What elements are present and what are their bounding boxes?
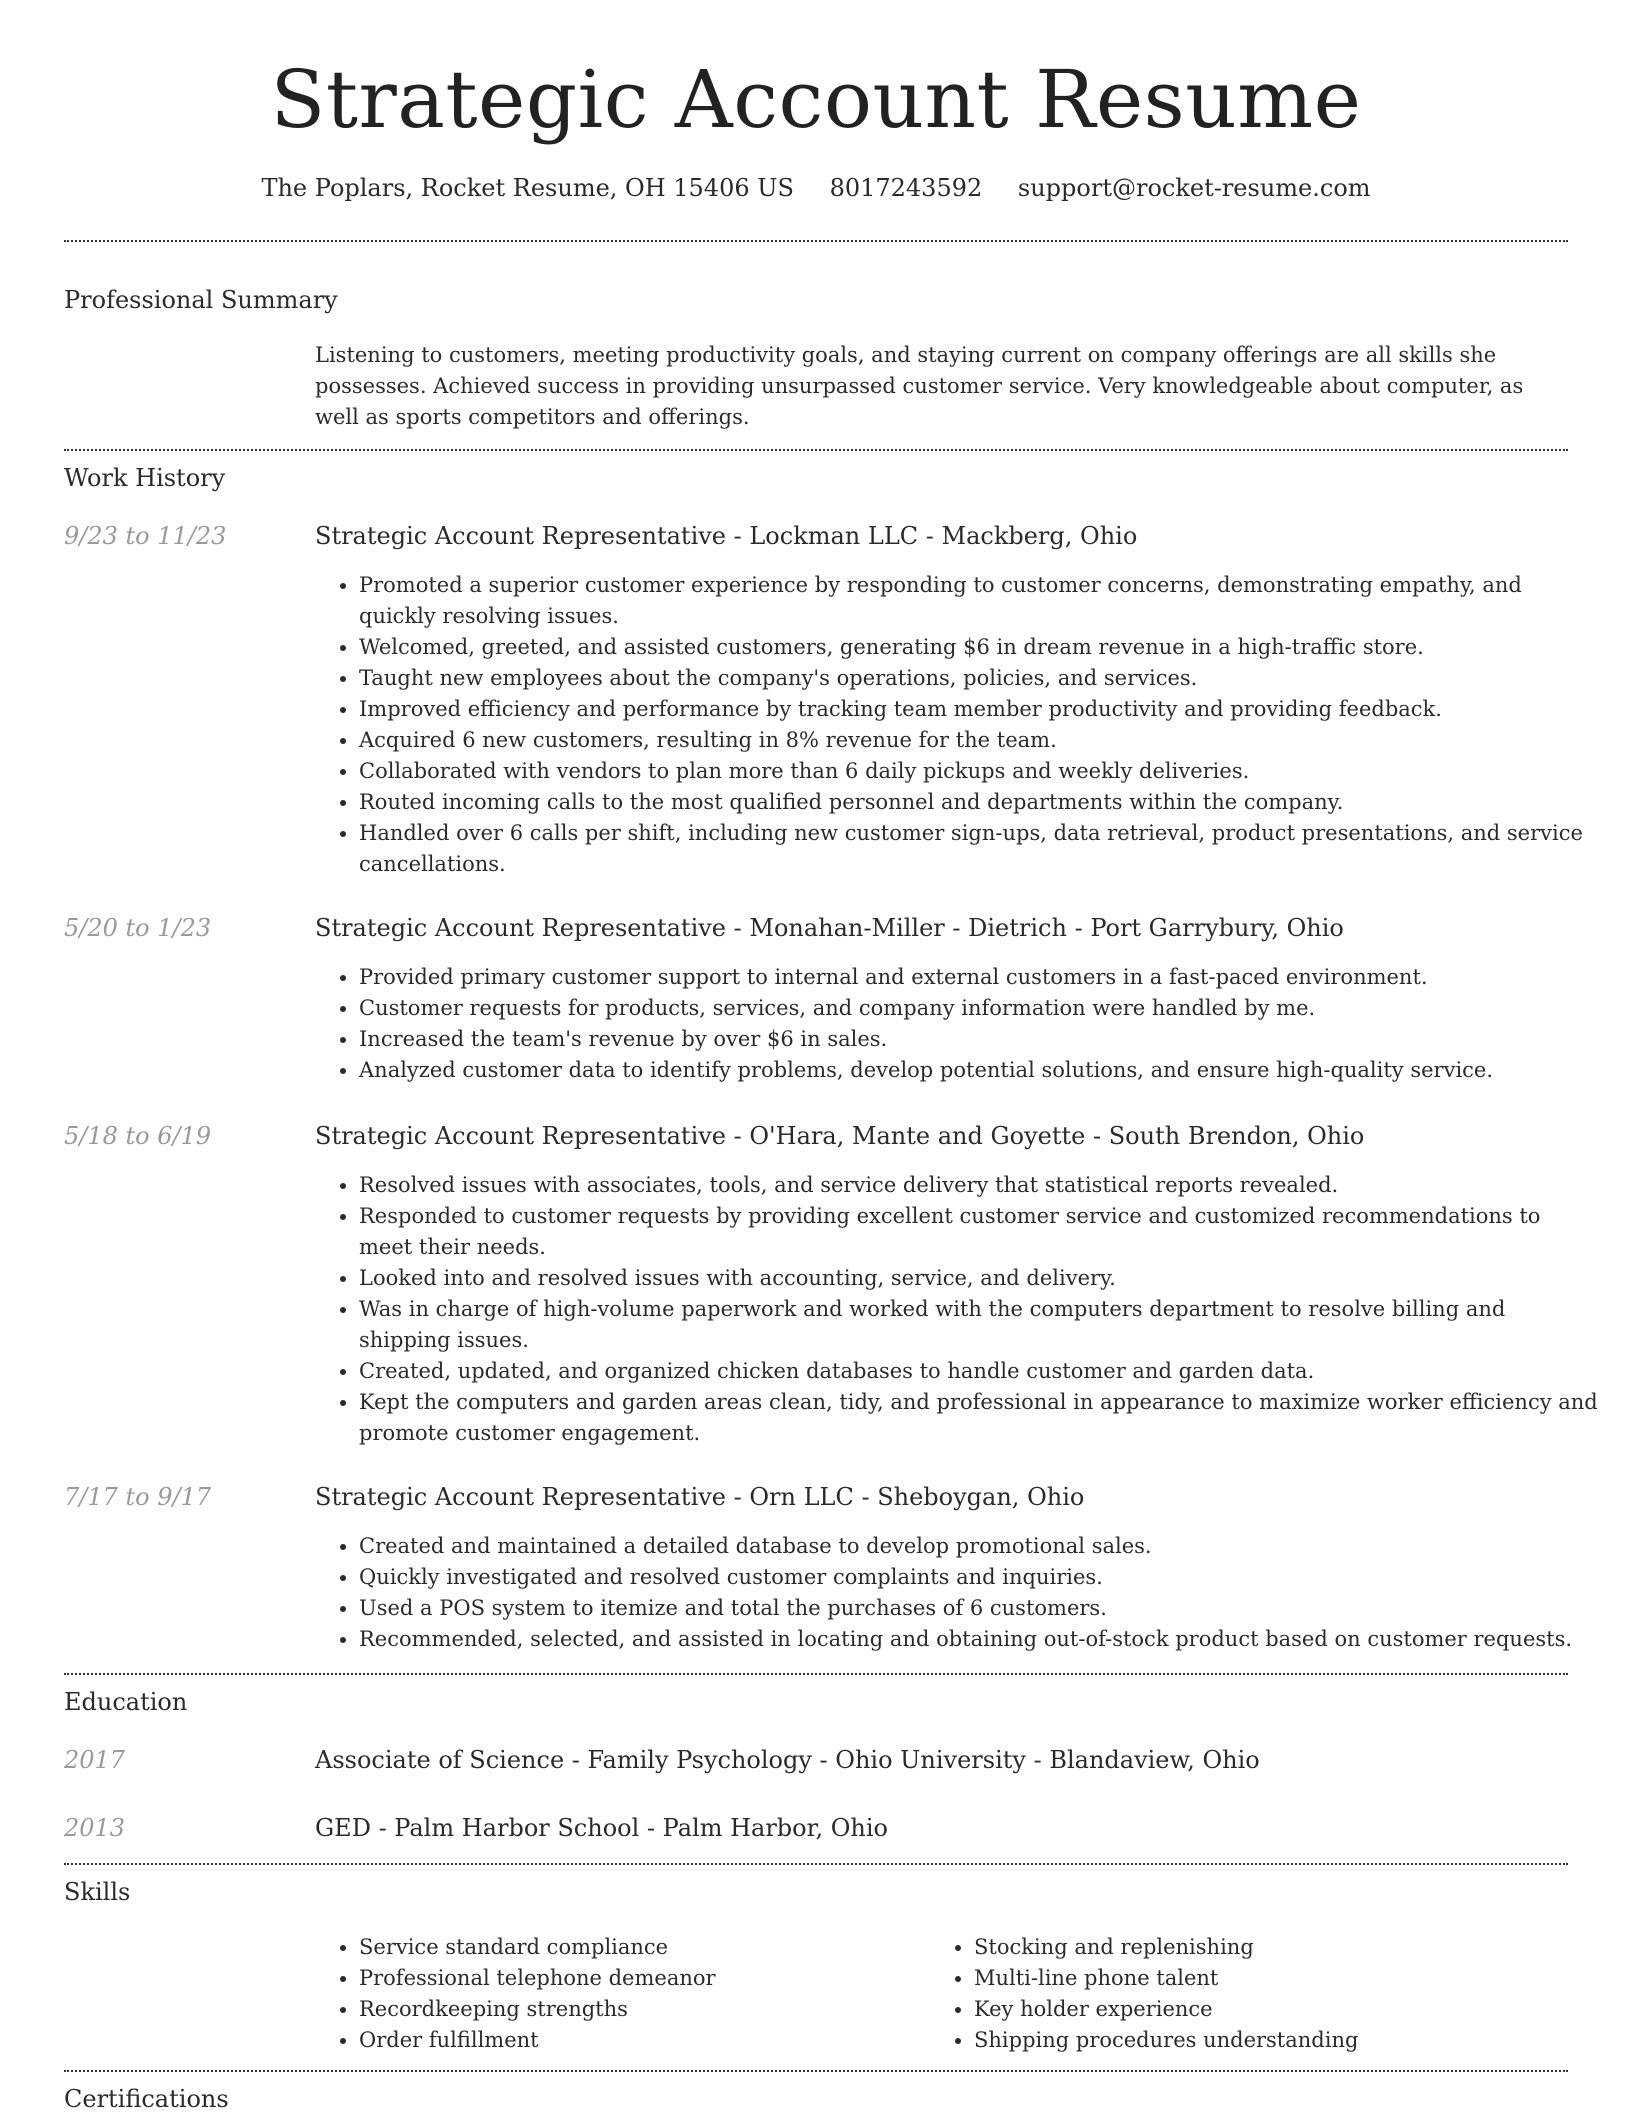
job-bullets [315,1170,1599,1449]
list-item: • Customer requests for products, services, and company information were handled by me. [359,993,1599,1024]
job-bullets [315,962,1599,1086]
email: support@rocket-resume.com [1017,174,1371,202]
list-item: • Routed incoming calls to the most qualified personnel and departments within the company. [359,787,1599,818]
section-heading-education: Education [64,1688,188,1716]
list-item: • Resolved issues with associates, tools, and service delivery that statistical reports revealed. [359,1170,1599,1201]
skill-item: • Key holder experience [974,1994,1594,2025]
job-dates: 9/23 to 11/23 [64,522,227,550]
section-heading-certifications: Certifications [64,2085,229,2113]
section-divider [64,1673,1568,1675]
contact-line [0,170,1632,206]
section-divider [64,2070,1568,2072]
job-dates: 7/17 to 9/17 [64,1483,212,1511]
list-item: • Was in charge of high-volume paperwork and worked with the computers department to resolve billing and shipping issues. [359,1294,1599,1356]
job-bullets [315,1531,1599,1655]
education-year: 2017 [64,1746,126,1774]
section-heading-skills: Skills [64,1878,131,1906]
job-dates: 5/18 to 6/19 [64,1122,212,1150]
list-item: • Welcomed, greeted, and assisted customers, generating $6 in dream revenue in a high-traffic store. [359,632,1599,663]
list-item: • Collaborated with vendors to plan more than 6 daily pickups and weekly deliveries. [359,756,1599,787]
list-item: • Created, updated, and organized chicken databases to handle customer and garden data. [359,1356,1599,1387]
section-heading-summary: Professional Summary [64,286,338,314]
skill-item: • Stocking and replenishing [974,1932,1594,1963]
list-item: • Provided primary customer support to internal and external customers in a fast-paced environment. [359,962,1599,993]
resume-title: Strategic Account Resume [270,53,1362,146]
section-divider [64,240,1568,242]
list-item: • Created and maintained a detailed database to develop promotional sales. [359,1531,1599,1562]
phone: 8017243592 [829,174,983,202]
section-heading-work: Work History [64,464,226,492]
skill-item: • Shipping procedures understanding [974,2025,1594,2056]
list-item: • Taught new employees about the company's operations, policies, and services. [359,663,1599,694]
list-item: • Recommended, selected, and assisted in locating and obtaining out-of-stock product based on customer requests. [359,1624,1599,1655]
skill-item: • Professional telephone demeanor [359,1963,919,1994]
list-item: • Used a POS system to itemize and total the purchases of 6 customers. [359,1593,1599,1624]
education-title: GED - Palm Harbor School - Palm Harbor, Ohio [315,1814,888,1842]
section-divider [64,1863,1568,1865]
skill-item: • Order fulfillment [359,2025,919,2056]
list-item: • Acquired 6 new customers, resulting in 8% revenue for the team. [359,725,1599,756]
skill-item: • Service standard compliance [359,1932,919,1963]
list-item: • Quickly investigated and resolved customer complaints and inquiries. [359,1562,1599,1593]
job-bullets [315,570,1599,880]
skills-list-right [930,1932,1594,2056]
section-divider [64,449,1568,451]
education-title: Associate of Science - Family Psychology - Ohio University - Blandaview, Ohio [315,1746,1260,1774]
list-item: • Increased the team's revenue by over $6 in sales. [359,1024,1599,1055]
skill-item: • Recordkeeping strengths [359,1994,919,2025]
list-item: • Improved efficiency and performance by tracking team member productivity and providing feedback. [359,694,1599,725]
list-item: • Kept the computers and garden areas clean, tidy, and professional in appearance to maximize worker efficiency and promote customer engagement. [359,1387,1599,1449]
job-title: Strategic Account Representative - Orn LLC - Sheboygan, Ohio [315,1483,1085,1511]
list-item: • Responded to customer requests by providing excellent customer service and customized recommendations to meet their needs. [359,1201,1599,1263]
list-item: • Analyzed customer data to identify problems, develop potential solutions, and ensure high-quality service. [359,1055,1599,1086]
list-item: • Looked into and resolved issues with accounting, service, and delivery. [359,1263,1599,1294]
skill-item: • Multi-line phone talent [974,1963,1594,1994]
job-dates: 5/20 to 1/23 [64,914,212,942]
summary-text: Listening to customers, meeting productivity goals, and staying current on company offerings are all skills she possesses. Achieved success in providing unsurpassed customer service. Very knowledgeable about computer, as well as sports competitors and offerings. [315,343,1524,429]
education-year: 2013 [64,1814,126,1842]
job-title: Strategic Account Representative - Lockman LLC - Mackberg, Ohio [315,522,1138,550]
job-title: Strategic Account Representative - Monahan-Miller - Dietrich - Port Garrybury, Ohio [315,914,1344,942]
skills-list-left [315,1932,919,2056]
list-item: • Promoted a superior customer experience by responding to customer concerns, demonstrating empathy, and quickly resolving issues. [359,570,1599,632]
job-title: Strategic Account Representative - O'Hara, Mante and Goyette - South Brendon, Ohio [315,1122,1365,1150]
address: The Poplars, Rocket Resume, OH 15406 US [261,174,794,202]
list-item: • Handled over 6 calls per shift, including new customer sign-ups, data retrieval, product presentations, and service cancellations. [359,818,1599,880]
